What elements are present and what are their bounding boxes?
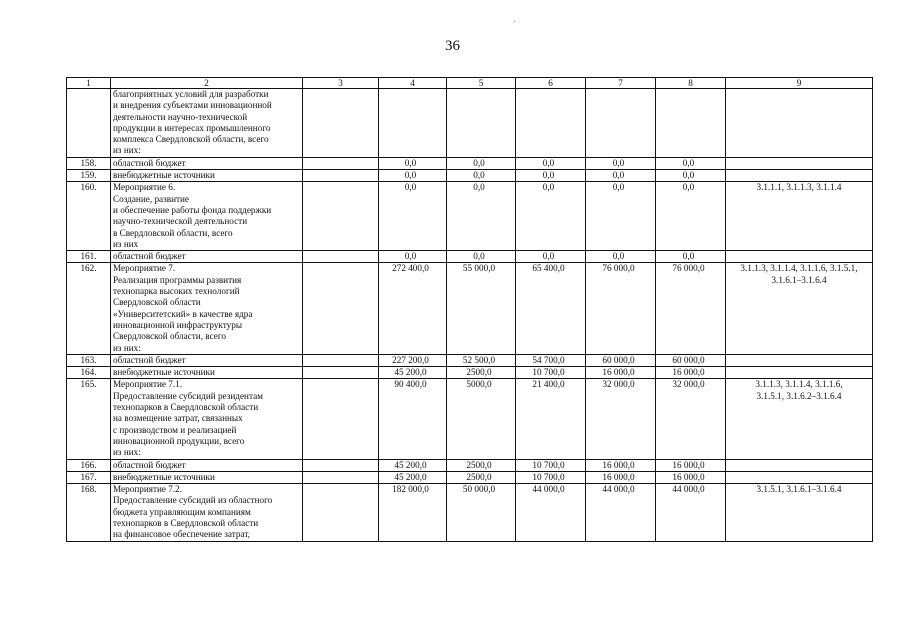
cell-col-5: 0,0 — [447, 170, 516, 182]
cell-col-6: 54 700,0 — [516, 354, 586, 366]
cell-col-8: 60 000,0 — [656, 354, 726, 366]
row-description: Мероприятие 7. Реализация программы развития технопарка высоких технологий Свердловской области «Университетский» в качестве ядра инновационной инфраструктуры Свердловской области, всего из них: — [111, 263, 303, 354]
row-description: внебюджетные источники — [111, 471, 303, 483]
table-row — [67, 379, 873, 459]
cell-col-5: 52 500,0 — [447, 354, 516, 366]
cell-col-3 — [303, 182, 379, 251]
column-header: 5 — [447, 78, 516, 89]
column-header: 7 — [586, 78, 656, 89]
cell-col-5: 0,0 — [447, 251, 516, 263]
cell-target-refs: 3.1.5.1, 3.1.6.1–3.1.6.4 — [726, 484, 873, 541]
cell-col-7: 0,0 — [586, 157, 656, 169]
table-row — [67, 354, 873, 366]
cell-col-6: 44 000,0 — [516, 484, 586, 541]
row-description: внебюджетные источники — [111, 367, 303, 379]
cell-col-6 — [516, 89, 586, 158]
cell-col-7: 16 000,0 — [586, 367, 656, 379]
cell-col-6: 0,0 — [516, 182, 586, 251]
row-number: 165. — [67, 379, 111, 459]
cell-col-5: 55 000,0 — [447, 263, 516, 354]
cell-col-8: 16 000,0 — [656, 459, 726, 471]
cell-col-3 — [303, 471, 379, 483]
table-row — [67, 182, 873, 251]
cell-col-6: 10 700,0 — [516, 471, 586, 483]
cell-col-8: 16 000,0 — [656, 471, 726, 483]
row-number — [67, 89, 111, 158]
cell-col-6: 21 400,0 — [516, 379, 586, 459]
row-number: 160. — [67, 182, 111, 251]
cell-col-4: 90 400,0 — [379, 379, 447, 459]
cell-col-4: 272 400,0 — [379, 263, 447, 354]
table-row — [67, 157, 873, 169]
cell-col-4: 45 200,0 — [379, 459, 447, 471]
cell-col-4 — [379, 89, 447, 158]
table-row — [67, 471, 873, 483]
row-description: областной бюджет — [111, 157, 303, 169]
cell-col-4: 182 000,0 — [379, 484, 447, 541]
cell-col-4: 0,0 — [379, 251, 447, 263]
cell-col-5: 0,0 — [447, 182, 516, 251]
row-number: 159. — [67, 170, 111, 182]
cell-col-7: 44 000,0 — [586, 484, 656, 541]
cell-col-4: 0,0 — [379, 182, 447, 251]
table-row — [67, 367, 873, 379]
column-header: 6 — [516, 78, 586, 89]
cell-col-3 — [303, 459, 379, 471]
column-header: 3 — [303, 78, 379, 89]
cell-col-7: 32 000,0 — [586, 379, 656, 459]
cell-col-3 — [303, 157, 379, 169]
table-row — [67, 170, 873, 182]
cell-target-refs: 3.1.1.1, 3.1.1.3, 3.1.1.4 — [726, 182, 873, 251]
cell-col-5 — [447, 89, 516, 158]
cell-col-5: 50 000,0 — [447, 484, 516, 541]
column-header-row — [67, 78, 873, 89]
cell-target-refs — [726, 367, 873, 379]
cell-col-5: 0,0 — [447, 157, 516, 169]
row-number: 168. — [67, 484, 111, 541]
table-row — [67, 459, 873, 471]
cell-col-7: 16 000,0 — [586, 471, 656, 483]
column-header: 4 — [379, 78, 447, 89]
row-description: областной бюджет — [111, 459, 303, 471]
cell-col-8: 44 000,0 — [656, 484, 726, 541]
cell-col-6: 65 400,0 — [516, 263, 586, 354]
cell-col-5: 5000,0 — [447, 379, 516, 459]
row-description: Мероприятие 7.2. Предоставление субсидий из областного бюджета управляющим компаниям технопарков в Свердловской области на финансовое обеспечение затрат, — [111, 484, 303, 541]
table-row — [67, 484, 873, 541]
cell-col-8 — [656, 89, 726, 158]
row-number: 162. — [67, 263, 111, 354]
cell-col-3 — [303, 354, 379, 366]
cell-col-3 — [303, 263, 379, 354]
row-number: 167. — [67, 471, 111, 483]
row-number: 158. — [67, 157, 111, 169]
row-number: 163. — [67, 354, 111, 366]
cell-col-8: 0,0 — [656, 170, 726, 182]
cell-col-4: 0,0 — [379, 157, 447, 169]
cell-col-3 — [303, 170, 379, 182]
cell-col-8: 0,0 — [656, 182, 726, 251]
cell-col-8: 76 000,0 — [656, 263, 726, 354]
cell-col-7: 0,0 — [586, 251, 656, 263]
cell-col-8: 32 000,0 — [656, 379, 726, 459]
cell-col-6: 10 700,0 — [516, 367, 586, 379]
column-header: 2 — [111, 78, 303, 89]
cell-col-7: 0,0 — [586, 182, 656, 251]
row-description: областной бюджет — [111, 354, 303, 366]
row-description: областной бюджет — [111, 251, 303, 263]
table-body — [67, 89, 873, 542]
cell-target-refs — [726, 459, 873, 471]
cell-col-3 — [303, 89, 379, 158]
scan-speck — [514, 21, 515, 22]
row-number: 166. — [67, 459, 111, 471]
table-row — [67, 263, 873, 354]
row-description: благоприятных условий для разработки и внедрения субъектами инновационной деятельности научно-технической продукции в интересах промышленного комплекса Свердловской области, всего из них: — [111, 89, 303, 158]
cell-col-7: 16 000,0 — [586, 459, 656, 471]
budget-table — [66, 77, 873, 542]
cell-col-8: 0,0 — [656, 157, 726, 169]
cell-target-refs: 3.1.1.3, 3.1.1.4, 3.1.1.6, 3.1.5.1, 3.1.6.2–3.1.6.4 — [726, 379, 873, 459]
cell-col-4: 45 200,0 — [379, 367, 447, 379]
cell-col-7: 60 000,0 — [586, 354, 656, 366]
table-row — [67, 89, 873, 158]
cell-target-refs — [726, 170, 873, 182]
cell-col-5: 2500,0 — [447, 367, 516, 379]
row-description: Мероприятие 6. Создание, развитие и обеспечение работы фонда поддержки научно-технической деятельности в Свердловской области, всего из них — [111, 182, 303, 251]
cell-col-7: 76 000,0 — [586, 263, 656, 354]
cell-col-6: 0,0 — [516, 251, 586, 263]
column-header: 8 — [656, 78, 726, 89]
column-header: 9 — [726, 78, 873, 89]
cell-col-4: 45 200,0 — [379, 471, 447, 483]
cell-col-8: 0,0 — [656, 251, 726, 263]
cell-col-6: 10 700,0 — [516, 459, 586, 471]
cell-col-3 — [303, 251, 379, 263]
cell-col-4: 227 200,0 — [379, 354, 447, 366]
cell-col-7 — [586, 89, 656, 158]
cell-target-refs — [726, 157, 873, 169]
cell-col-5: 2500,0 — [447, 459, 516, 471]
cell-col-7: 0,0 — [586, 170, 656, 182]
table-row — [67, 251, 873, 263]
cell-col-3 — [303, 484, 379, 541]
row-description: внебюджетные источники — [111, 170, 303, 182]
cell-target-refs — [726, 471, 873, 483]
cell-col-5: 2500,0 — [447, 471, 516, 483]
cell-target-refs — [726, 251, 873, 263]
row-number: 161. — [67, 251, 111, 263]
cell-col-6: 0,0 — [516, 157, 586, 169]
row-number: 164. — [67, 367, 111, 379]
column-header: 1 — [67, 78, 111, 89]
cell-col-3 — [303, 367, 379, 379]
cell-target-refs — [726, 354, 873, 366]
cell-col-3 — [303, 379, 379, 459]
cell-target-refs — [726, 89, 873, 158]
cell-col-4: 0,0 — [379, 170, 447, 182]
page-number: 36 — [445, 38, 460, 54]
cell-col-6: 0,0 — [516, 170, 586, 182]
cell-col-8: 16 000,0 — [656, 367, 726, 379]
cell-target-refs: 3.1.1.3, 3.1.1.4, 3.1.1.6, 3.1.5.1, 3.1.6.1–3.1.6.4 — [726, 263, 873, 354]
row-description: Мероприятие 7.1. Предоставление субсидий резидентам технопарков в Свердловской области на возмещение затрат, связанных с производством и реализацией инновационной продукции, всего из них: — [111, 379, 303, 459]
